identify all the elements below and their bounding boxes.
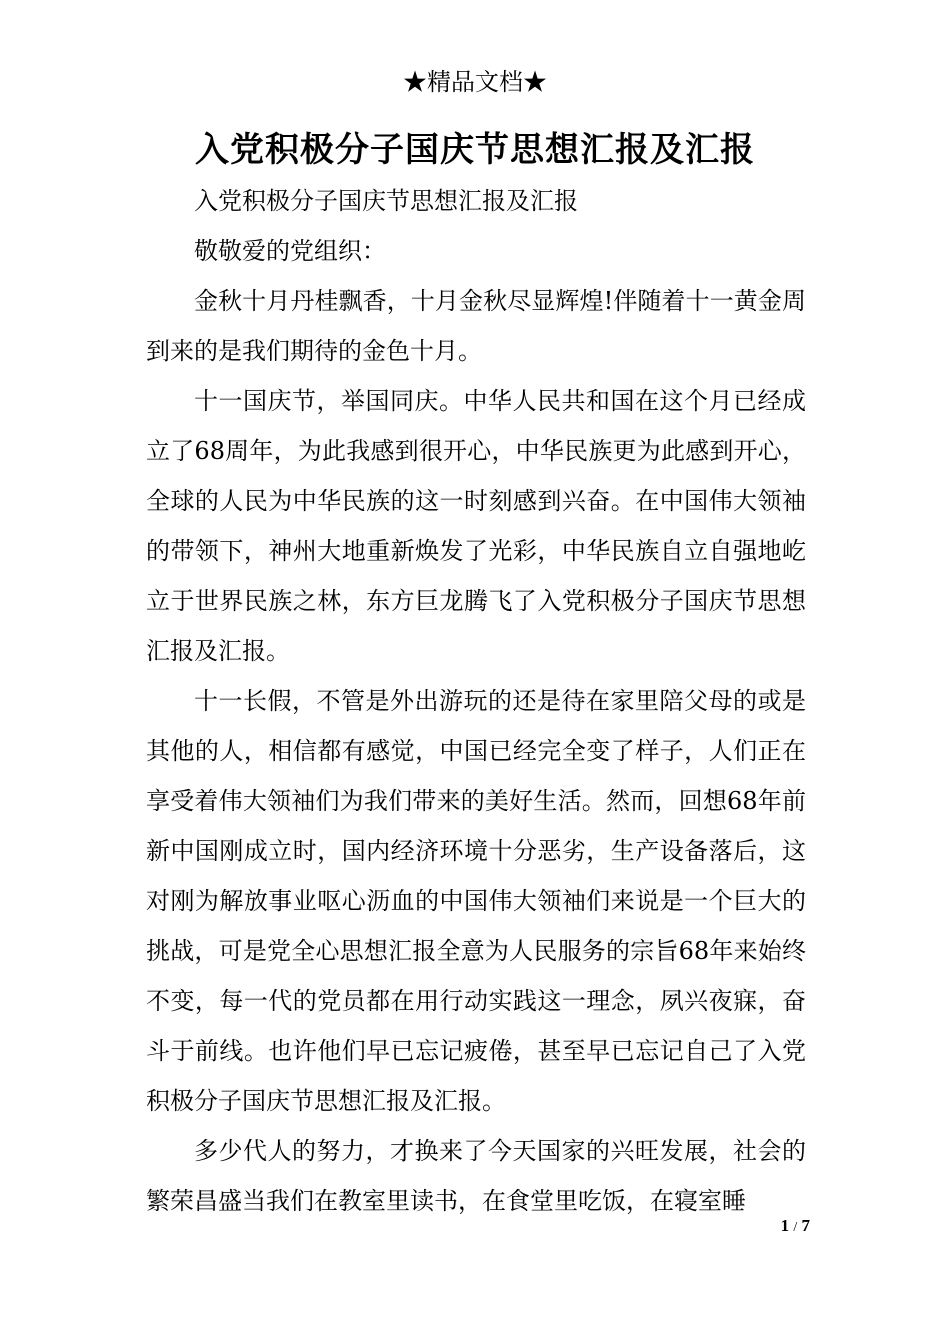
paragraph: 金秋十月丹桂飘香，十月金秋尽显辉煌!伴随着十一黄金周到来的是我们期待的金色十月。	[146, 287, 806, 365]
page-total: 7	[801, 1216, 810, 1235]
page-number	[700, 1214, 810, 1240]
paragraph: 敬敬爱的党组织：	[194, 237, 386, 265]
document-title: 入党积极分子国庆节思想汇报及汇报	[195, 130, 755, 170]
paragraph: 入党积极分子国庆节思想汇报及汇报	[194, 187, 578, 215]
document-body	[146, 176, 806, 1226]
paragraph: 多少代人的努力，才换来了今天国家的兴旺发展，社会的繁荣昌盛当我们在教室里读书，在食堂里吃饭，在寝室睡	[146, 1137, 806, 1215]
paragraph: 十一长假，不管是外出游玩的还是待在家里陪父母的或是其他的人，相信都有感觉，中国已经完全变了样子，人们正在享受着伟大领袖们为我们带来的美好生活。然而，回想68年前新中国刚成立时，国内经济环境十分恶劣，生产设备落后，这对刚为解放事业呕心沥血的中国伟大领袖们来说是一个巨大的挑战，可是党全心思想汇报全意为人民服务的宗旨68年来始终不变，每一代的党员都在用行动实践这一理念，夙兴夜寐，奋斗于前线。也许他们早已忘记疲倦，甚至早已忘记自己了入党积极分子国庆节思想汇报及汇报。	[146, 687, 806, 1115]
page-current: 1	[780, 1216, 790, 1235]
document-header-label: ★精品文档★	[403, 68, 547, 96]
page-separator: /	[793, 1220, 798, 1235]
paragraph: 十一国庆节，举国同庆。中华人民共和国在这个月已经成立了68周年，为此我感到很开心，中华民族更为此感到开心，全球的人民为中华民族的这一时刻感到兴奋。在中国伟大领袖的带领下，神州大地重新焕发了光彩，中华民族自立自强地屹立于世界民族之林，东方巨龙腾飞了入党积极分子国庆节思想汇报及汇报。	[146, 387, 806, 665]
